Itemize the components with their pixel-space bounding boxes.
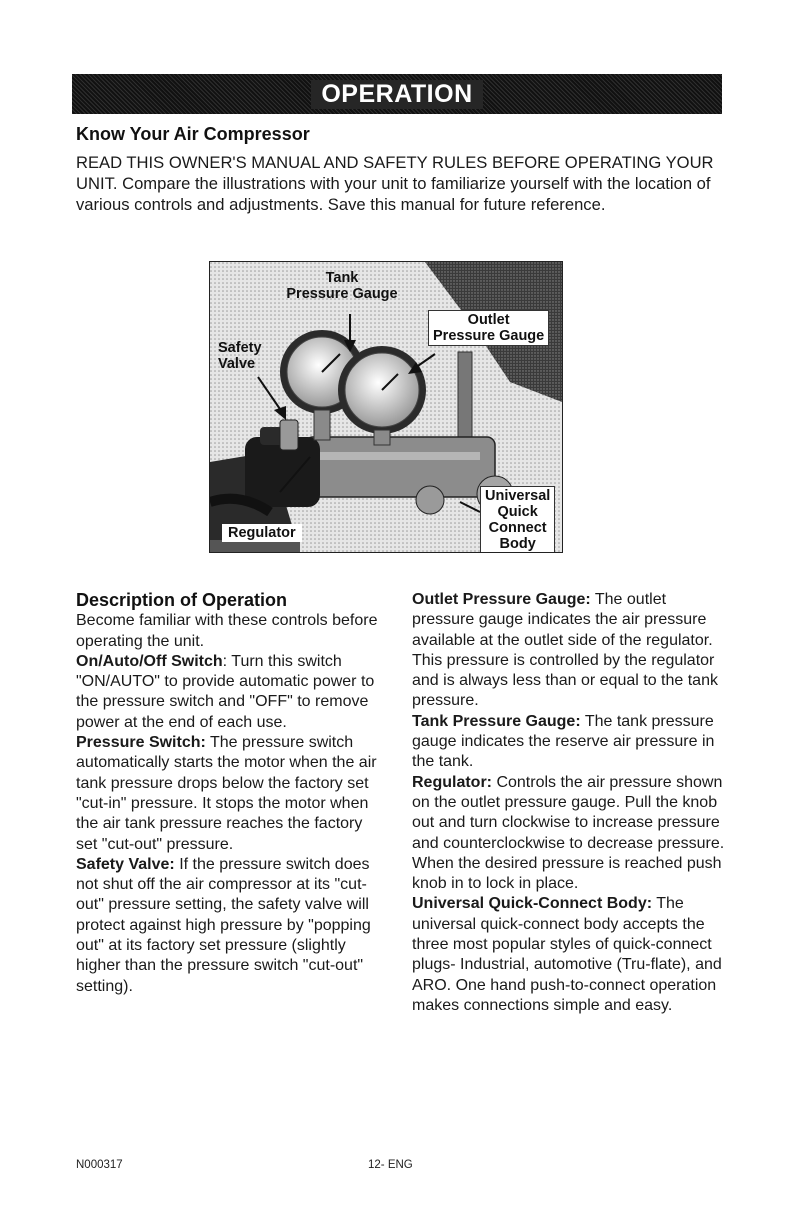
item-text: Controls the air pressure shown on the outlet pressure gauge. Pull the knob out and turn clockwise to increase pressure and counterclockwise to decrease pressure. When the desired pressure is reached push knob in to lock in place. [412, 773, 725, 893]
regulator-label: Regulator [222, 524, 302, 542]
item-text: If the pressure switch does not shut off the air compressor at its "cut-out" pressure setting, the safety valve will protect against high pressure by "popping out" at its factory set pressure (slightly higher than the pressure switch "cut-out" setting). [76, 855, 371, 995]
item-term: Safety Valve: [76, 855, 175, 873]
compressor-photo [209, 261, 563, 553]
item-text: The tank pressure gauge indicates the reserve air pressure in the tank. [412, 712, 715, 771]
description-left-column [76, 590, 388, 997]
item-term: Outlet Pressure Gauge: [412, 591, 591, 608]
intro-paragraph: READ THIS OWNER'S MANUAL AND SAFETY RULES BEFORE OPERATING YOUR UNIT. Compare the illustrations with your unit to familiarize yourself with the location of various controls and adjustments. Save this manual for future reference. [76, 153, 714, 214]
item-safety-valve [76, 855, 388, 997]
item-term: Tank Pressure Gauge: [412, 712, 581, 730]
item-text: The pressure switch automatically starts the motor when the air tank pressure drops below the factory set "cut-in" pressure. It stops the motor when the air tank pressure reaches the factory set "cut-out" pressure. [76, 734, 377, 853]
item-universal-quick-connect-body [412, 894, 728, 1016]
item-on-auto-off-switch: On/Auto/Off Switch: Turn this switch "ON/AUTO" to provide automatic power to the pressure switch and "OFF" to remove power at the end of each use. [76, 652, 375, 731]
item-term: Universal Quick-Connect Body: [412, 895, 653, 913]
item-outlet-pressure-gauge [412, 590, 728, 712]
description-heading: Description of Operation [76, 590, 288, 610]
item-tank-pressure-gauge [412, 712, 728, 773]
operation-banner [72, 74, 722, 114]
page-number: 12- ENG [368, 1159, 413, 1171]
item-term: Pressure Switch: [76, 734, 206, 752]
universal-quick-connect-label: Universal Quick Connect Body [480, 486, 555, 553]
document-code: N000317 [76, 1159, 123, 1171]
description-intro: Become familiar with these controls before operating the unit. [76, 612, 378, 650]
item-term: On/Auto/Off Switch [76, 652, 223, 670]
item-text: Turn this switch "ON/AUTO" to provide automatic power to the pressure switch and "OFF" to remove power at the end of each use. [76, 652, 375, 731]
outlet-pressure-gauge-label: Outlet Pressure Gauge [428, 310, 549, 346]
section-title: OPERATION [311, 80, 482, 109]
safety-valve-label: Safety Valve [218, 340, 262, 372]
item-term: Regulator: [412, 773, 492, 791]
item-text: The universal quick-connect body accepts the three most popular styles of quick-connect plugs- Industrial, automotive (Tru-flate), and ARO. One hand push-to-connect operation makes connections simple and easy. [412, 895, 722, 1014]
description-right-column [412, 591, 728, 1016]
item-text: The outlet pressure gauge indicates the air pressure available at the outlet side of the regulator. This pressure is controlled by the regulator and is always less than or equal to the tank pressure. [412, 591, 718, 710]
tank-pressure-gauge-label: Tank Pressure Gauge [286, 270, 398, 302]
item-pressure-switch [76, 733, 388, 855]
know-heading: Know Your Air Compressor [76, 124, 310, 144]
item-regulator [412, 773, 728, 895]
